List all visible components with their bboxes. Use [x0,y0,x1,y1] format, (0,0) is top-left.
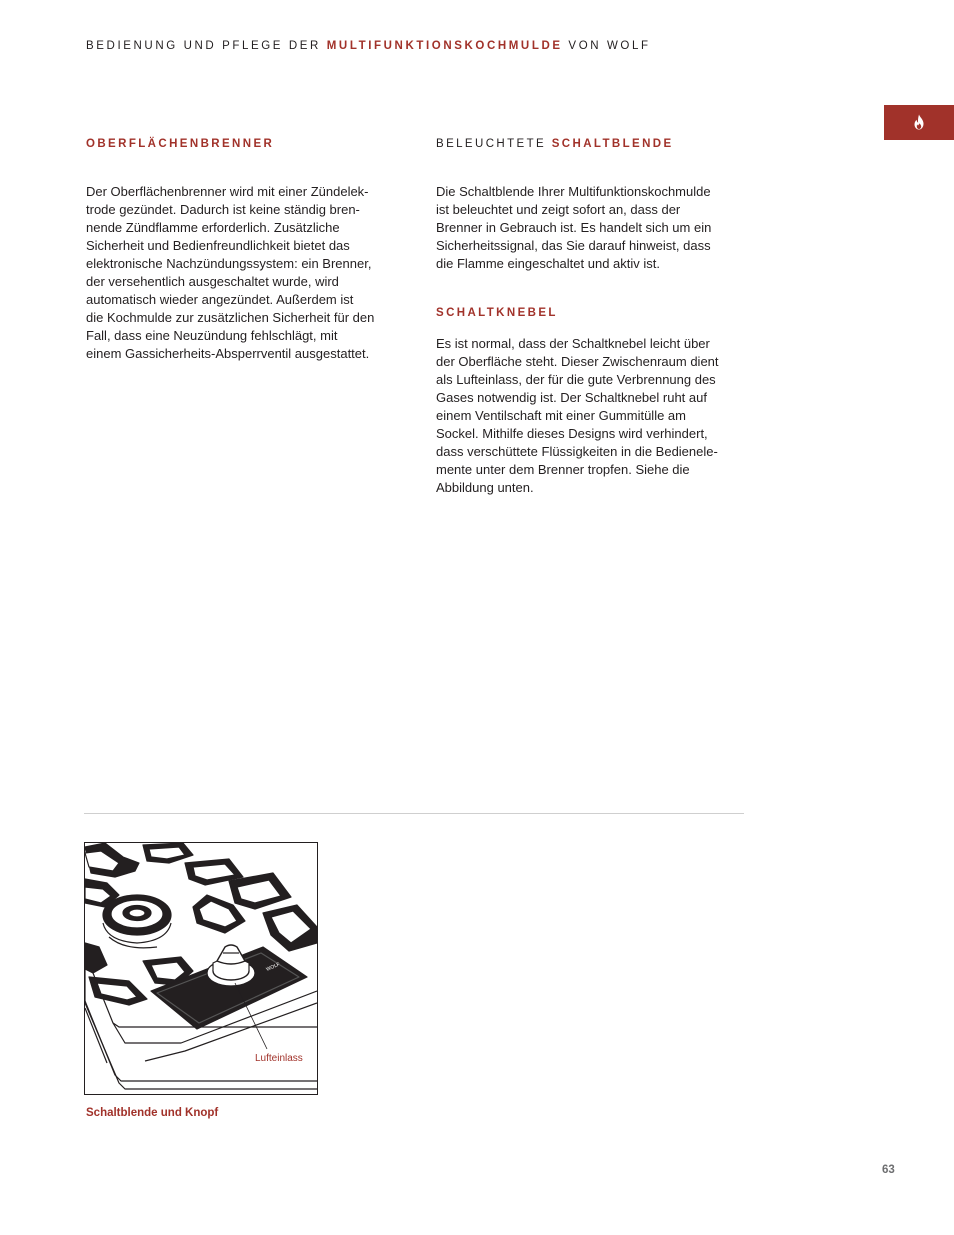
schaltblende-line: die Flamme eingeschaltet und aktiv ist. [436,256,660,271]
schaltknebel-line: Es ist normal, dass der Schaltknebel leicht über [436,336,710,351]
oberflaechenbrenner-line: der versehentlich ausgeschaltet wurde, wird [86,274,339,289]
cooktop-drawing [85,843,317,1094]
schaltknebel-line: Sockel. Mithilfe dieses Designs wird verhindert, [436,426,708,441]
oberflaechenbrenner-line: Fall, dass eine Neuzündung fehlschlägt, mit [86,328,338,343]
oberflaechenbrenner-line: Sicherheit und Bedienfreundlichkeit bietet das [86,238,350,253]
heading-highlight: SCHALTBLENDE [551,138,674,150]
schaltknebel-line: dass verschüttete Flüssigkeiten in die Bedienele- [436,444,718,459]
schaltknebel-line: Gases notwendig ist. Der Schaltknebel ruht auf [436,390,707,405]
section-tab [884,105,954,140]
schaltblende-line: ist beleuchtet und zeigt sofort an, dass der [436,202,681,217]
right-column [436,138,756,497]
heading-schaltknebel: SCHALTKNEBEL [436,307,558,319]
flame-icon [912,114,926,130]
schaltknebel-line: mente unter dem Brenner tropfen. Siehe die [436,462,690,477]
oberflaechenbrenner-line: Der Oberflächenbrenner wird mit einer Zündelek- [86,184,369,199]
heading-beleuchtete-schaltblende [436,138,756,150]
schaltblende-line: Die Schaltblende Ihrer Multifunktionskochmulde [436,184,711,199]
schaltblende-line: Brenner in Gebrauch ist. Es handelt sich um ein [436,220,712,235]
paragraph-oberflaechenbrenner [86,183,406,363]
header-highlight: MULTIFUNKTIONSKOCHMULDE [326,40,563,52]
heading-plain: BELEUCHTETE [436,138,552,150]
cooktop-illustration [84,842,318,1095]
schaltknebel-line: einem Ventilschaft mit einer Gummitülle am [436,408,686,423]
header-text-2: VON WOLF [562,40,651,52]
heading-oberflaechenbrenner: OBERFLÄCHENBRENNER [86,138,275,150]
schaltblende-line: Sicherheitssignal, das Sie darauf hinweist, dass [436,238,711,253]
page-number: 63 [882,1164,895,1176]
section-divider [84,813,744,814]
left-column [86,138,406,363]
oberflaechenbrenner-line: automatisch wieder angezündet. Außerdem ist [86,292,354,307]
oberflaechenbrenner-line: einem Gassicherheits-Absperrventil ausgestattet. [86,346,370,361]
oberflaechenbrenner-line: nende Zündflamme erforderlich. Zusätzliche [86,220,340,235]
schaltknebel-line: als Lufteinlass, der für die gute Verbrennung des [436,372,716,387]
callout-lufteinlass: Lufteinlass [255,1053,303,1064]
header-text-1: BEDIENUNG UND PFLEGE DER [86,40,327,52]
running-header [86,40,651,52]
oberflaechenbrenner-line: trode gezündet. Dadurch ist keine ständig bren- [86,202,360,217]
schaltknebel-line: Abbildung unten. [436,480,534,495]
oberflaechenbrenner-line: die Kochmulde zur zusätzlichen Sicherheit für den [86,310,375,325]
schaltknebel-line: der Oberfläche steht. Dieser Zwischenraum dient [436,354,719,369]
paragraph-schaltknebel [436,335,756,497]
brand-label: WOLF [265,961,282,973]
figure-caption: Schaltblende und Knopf [86,1107,219,1119]
paragraph-schaltblende [436,183,756,273]
oberflaechenbrenner-line: elektronische Nachzündungssystem: ein Brenner, [86,256,372,271]
